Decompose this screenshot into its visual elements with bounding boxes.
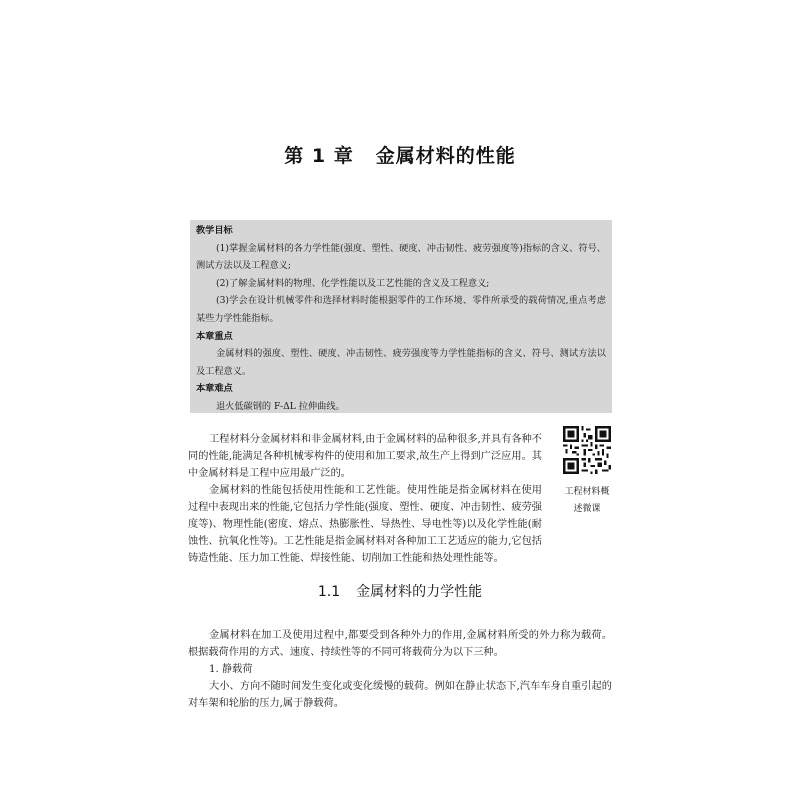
section-paragraph-1: 金属材料在加工及使用过程中,都要受到各种外力的作用,金属材料所受的外力称为载荷。根据载荷作用的方式、速度、持续性等的不同可将载荷分为以下三种。	[188, 630, 612, 659]
key-points-heading: 本章重点	[196, 330, 233, 342]
section-title	[0, 581, 800, 601]
goal-item: (2)了解金属材料的物理、化学性能以及工艺性能的含义及工程意义;	[216, 277, 490, 289]
qr-caption	[550, 484, 624, 518]
key-points-text: 金属材料的强度、塑性、硬度、冲击韧性、疲劳强度等力学性能指标的含义、符号、测试方法以及工程意义。	[196, 348, 606, 377]
chapter-number: 第 1 章	[284, 145, 354, 167]
qr-code-icon[interactable]	[563, 426, 611, 474]
goals-heading: 教学目标	[196, 225, 233, 236]
goal-item: (1)掌握金属材料的各力学性能(强度、塑性、硬度、冲击韧性、疲劳强度等)指标的含义、符号、测试方法以及工程意义;	[196, 242, 606, 272]
section-paragraph-2: 大小、方向不随时间发生变化或变化缓慢的载荷。例如在静止状态下,汽车车身自重引起的对车架和轮胎的压力,属于静载荷。	[188, 681, 612, 710]
intro-paragraph-2: 金属材料的性能包括使用性能和工艺性能。使用性能是指金属材料在使用过程中表现出来的性能,它包括力学性能(强度、塑性、硬度、冲击韧性、疲劳强度等)、物理性能(密度、熔点、热膨胀性、导热性、导电性等)以及化学性能(耐蚀性、抗氧化性等)。工艺性能是指金属材料对各种加工工艺适应的能力,它包括铸造性能、压力加工性能、焊接性能、切削加工性能和热处理性能等。	[188, 485, 542, 565]
section-number: 1.1	[317, 584, 341, 600]
qr-caption-line-2: 述微课	[573, 504, 601, 514]
intro-paragraph-1: 工程材料分金属材料和非金属材料,由于金属材料的品种很多,并具有各种不同的性能,能满足各种机械零构件的使用和加工要求,故生产上得到广泛应用。其中金属材料是工程中应用最广泛的。	[188, 434, 542, 480]
teaching-objectives-box	[190, 220, 612, 413]
qr-caption-line-1: 工程材料概	[564, 487, 610, 497]
section-name: 金属材料的力学性能	[356, 584, 483, 600]
difficulty-text: 退火低碳钢的 F-ΔL 拉伸曲线。	[216, 400, 345, 412]
chapter-title	[0, 141, 800, 168]
difficulty-heading: 本章难点	[196, 383, 233, 395]
goal-item: (3)学会在设计机械零件和选择材料时能根据零件的工作环境、零件所承受的载荷情况,重点考虑某些力学性能指标。	[196, 295, 606, 324]
chapter-name: 金属材料的性能	[375, 145, 516, 167]
static-load-subheading: 1. 静载荷	[209, 664, 253, 675]
